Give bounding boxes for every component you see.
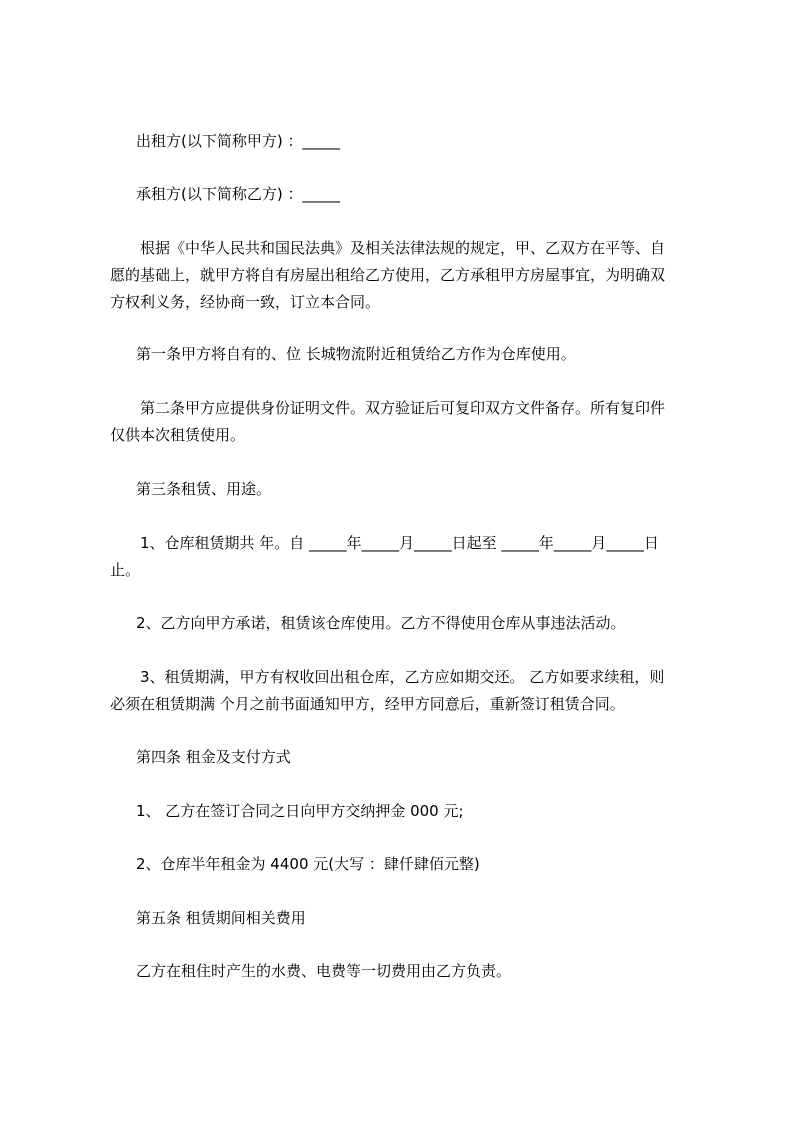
article-2-line-1: 第二条甲方应提供身份证明文件。双方验证后可复印双方文件备存。所有复印件 bbox=[140, 399, 666, 417]
article-4-item-2: 2、仓库半年租金为 4400 元(大写 ：肆仟肆佰元整) bbox=[136, 855, 480, 873]
article-3-item-3-line-1: 3、租赁期满，甲方有权收回出租仓库，乙方应如期交还。 乙方如要求续租，则 bbox=[140, 668, 665, 686]
article-3-title: 第三条租赁、用途。 bbox=[136, 480, 272, 498]
article-3-item-1-line-1: 1、仓库租赁期共 年。自 _____年_____月_____日起至 _____年_____月_____日 bbox=[140, 534, 659, 552]
lessor-line: 出租方(以下简称甲方) ：_____ bbox=[136, 132, 340, 150]
article-5-title: 第五条 租赁期间相关费用 bbox=[136, 909, 306, 927]
preamble-line-3: 方权利义务，经协商一致，订立本合同。 bbox=[110, 293, 381, 311]
article-2-line-2: 仅供本次租赁使用。 bbox=[110, 426, 246, 444]
preamble-line-1: 根据《中华人民共和国民法典》及相关法律法规的规定，甲、乙双方在平等、自 bbox=[140, 239, 666, 257]
article-3-item-1-line-2: 止。 bbox=[110, 561, 141, 579]
article-4-item-1: 1、 乙方在签订合同之日向甲方交纳押金 000 元; bbox=[136, 802, 464, 820]
article-5-text: 乙方在租住时产生的水费、电费等一切费用由乙方负责。 bbox=[136, 962, 512, 980]
article-4-title: 第四条 租金及支付方式 bbox=[136, 748, 291, 766]
article-3-item-3-line-2: 必须在租赁期满 个月之前书面通知甲方，经甲方同意后，重新签订租赁合同。 bbox=[110, 695, 625, 713]
lessee-line: 承租方(以下简称乙方) ：_____ bbox=[136, 185, 340, 203]
preamble-line-2: 愿的基础上，就甲方将自有房屋出租给乙方使用，乙方承租甲方房屋事宜，为明确双 bbox=[110, 266, 666, 284]
article-1: 第一条甲方将自有的、位 长城物流附近租赁给乙方作为仓库使用。 bbox=[136, 345, 576, 363]
article-3-item-2: 2、乙方向甲方承诺，租赁该仓库使用。乙方不得使用仓库从事违法活动。 bbox=[136, 614, 626, 632]
